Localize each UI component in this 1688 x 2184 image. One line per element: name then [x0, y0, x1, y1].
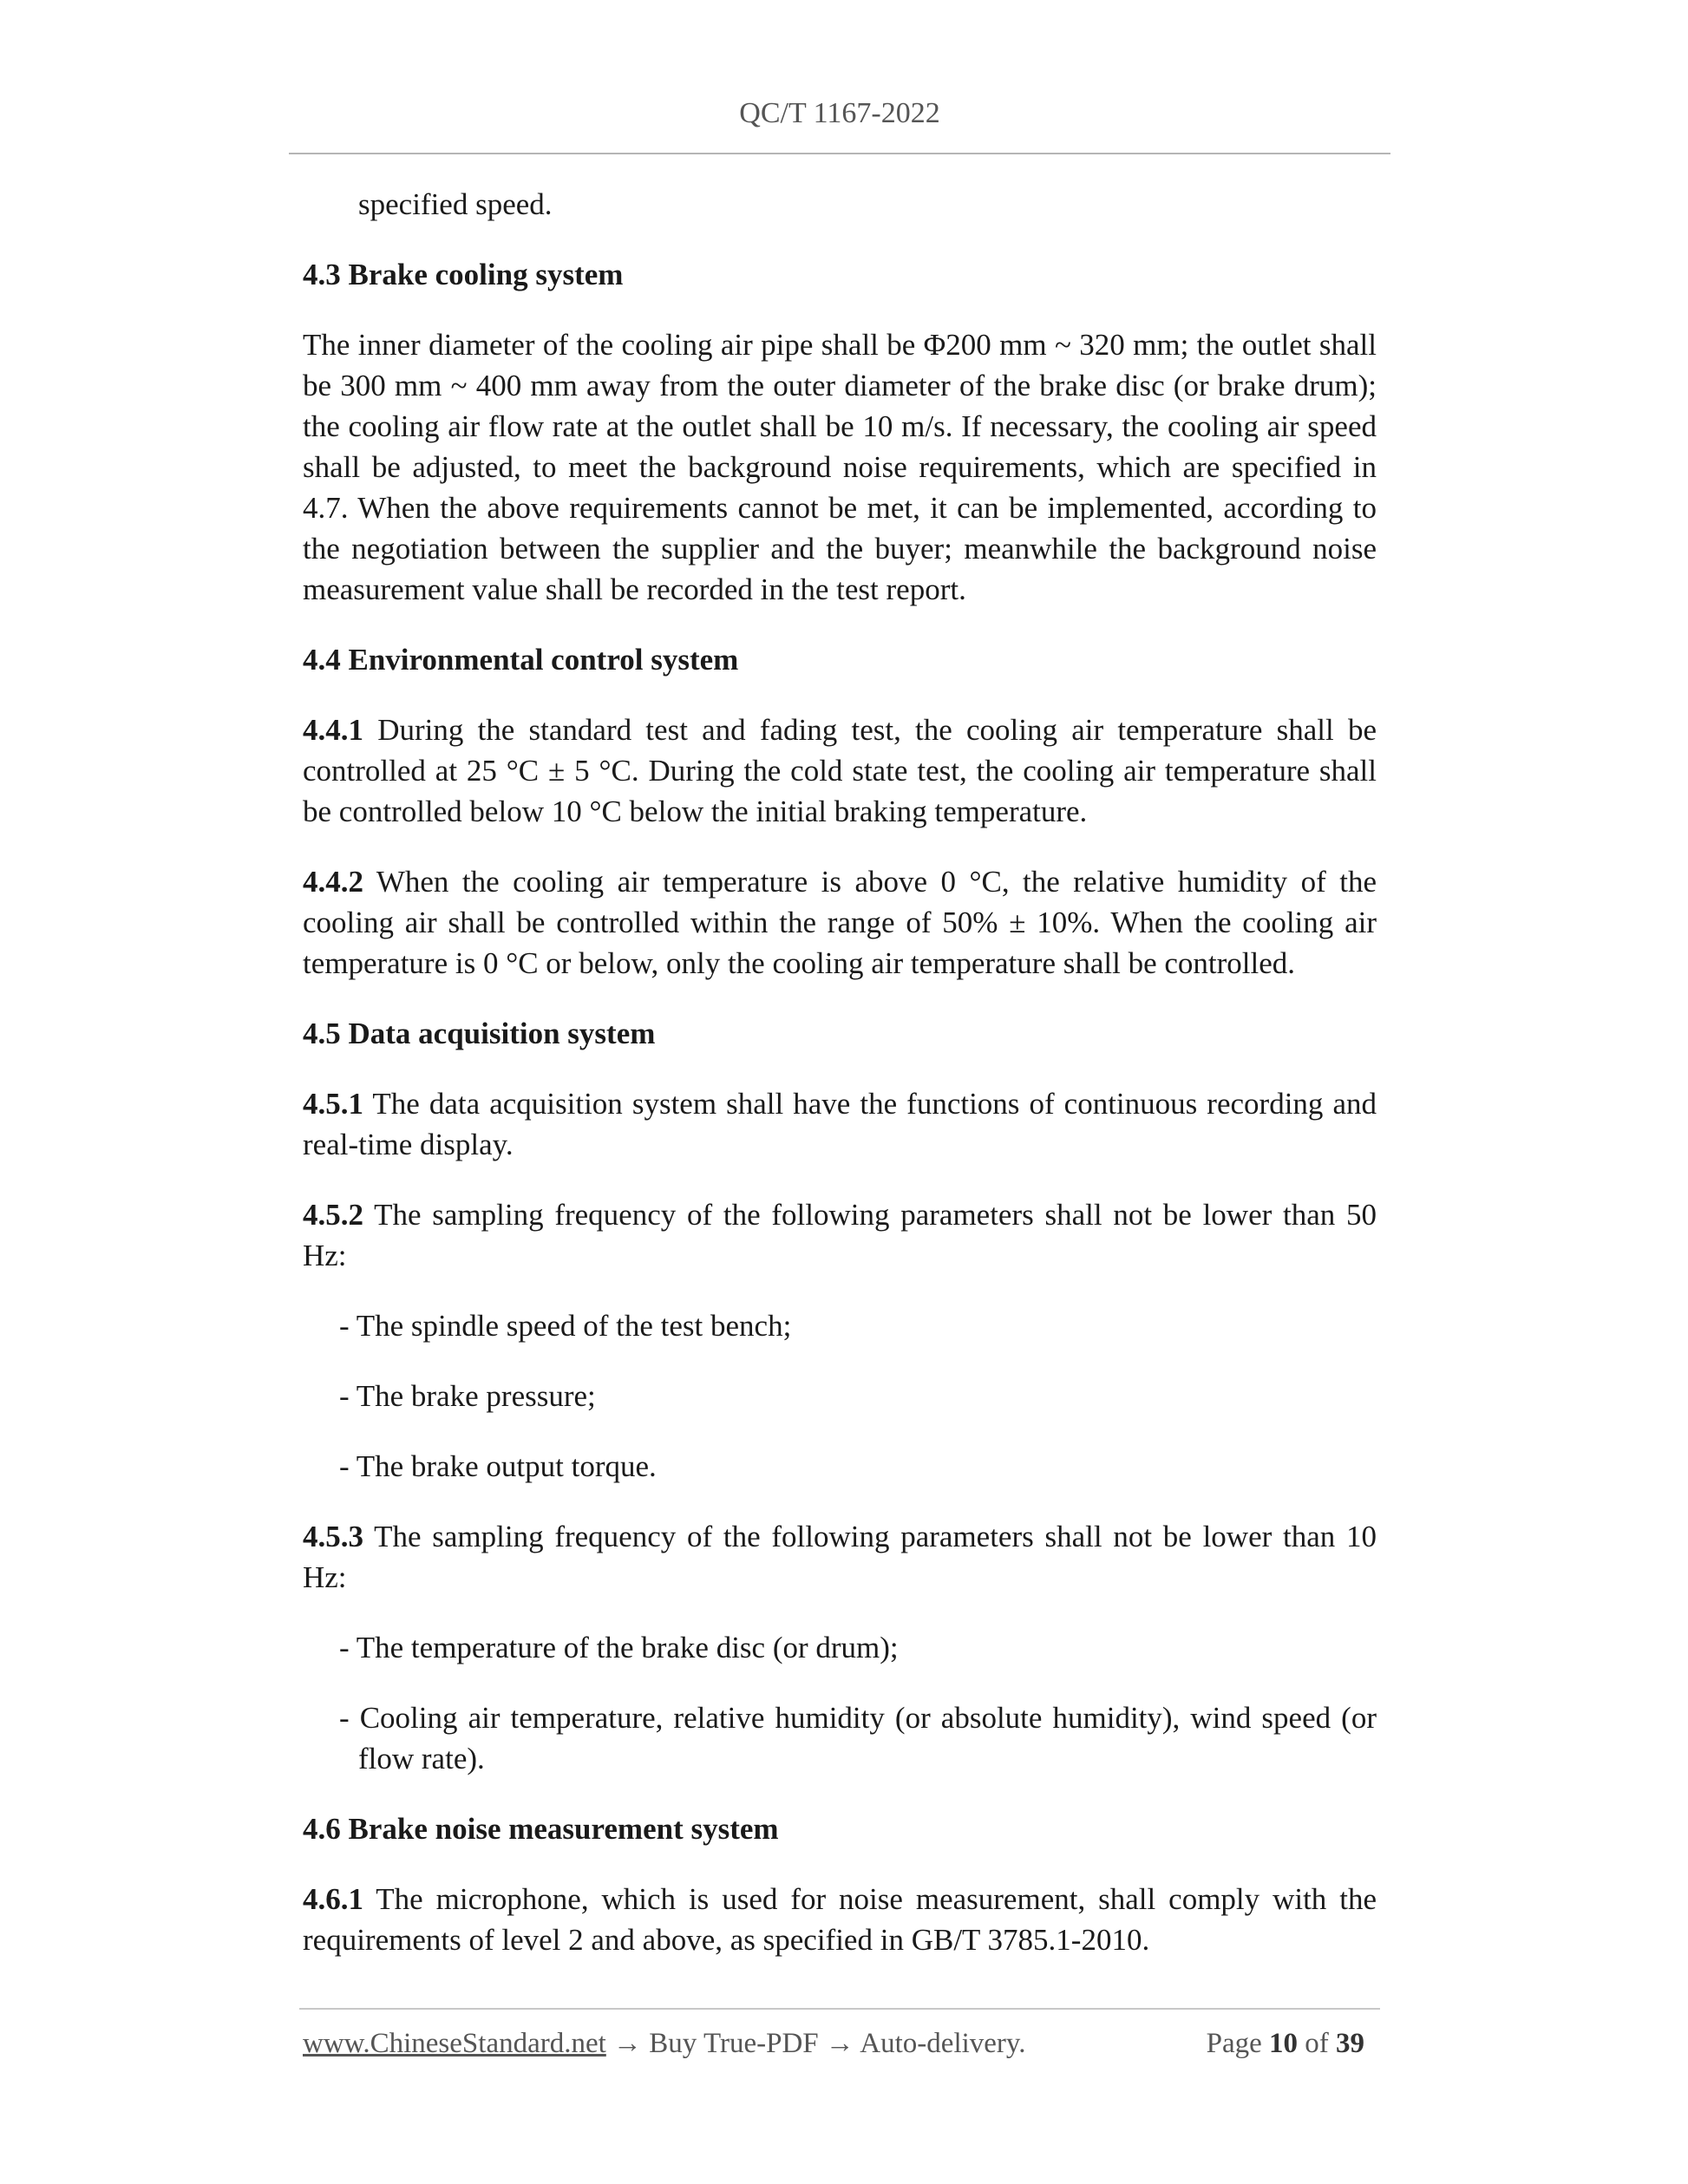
footer-divider	[299, 2008, 1380, 2010]
of-label: of	[1305, 2028, 1329, 2059]
list-item: - The spindle speed of the test bench;	[339, 1309, 792, 1343]
list-item: - The brake pressure;	[339, 1379, 596, 1413]
clause-4-5-3	[303, 1516, 1377, 1598]
clause-text: When the cooling air temperature is above 0 °C, the relative humidity of the cooling air shall be controlled within the range of 50% ± 10%. When the cooling air temperature is 0 °C or below, only the cooling air temperature shall be controlled.	[303, 865, 1377, 980]
clause-number: 4.5.2	[303, 1198, 363, 1232]
list-item: - Cooling air temperature, relative humidity (or absolute humidity), wind speed (or flow rate).	[339, 1701, 1377, 1775]
clause-text: The sampling frequency of the following parameters shall not be lower than 10 Hz:	[303, 1520, 1377, 1594]
clause-number: 4.4.2	[303, 865, 363, 899]
page-indicator	[1207, 2026, 1364, 2061]
clause-text: During the standard test and fading test, the cooling air temperature shall be controlled at 25 °C ± 5 °C. During the cold state test, the cooling air temperature shall be controlled below 10 °C below the initial braking temperature.	[303, 713, 1377, 828]
clause-4-5-1	[303, 1083, 1377, 1165]
section-4-3-heading: 4.3 Brake cooling system	[303, 258, 624, 291]
footer-promo	[303, 2026, 1026, 2061]
list-item: - The temperature of the brake disc (or drum);	[339, 1631, 899, 1664]
clause-number: 4.4.1	[303, 713, 363, 747]
clause-text: The data acquisition system shall have the functions of continuous recording and real-time display.	[303, 1087, 1377, 1161]
list-item: - The brake output torque.	[339, 1449, 657, 1483]
clause-4-5-2	[303, 1194, 1377, 1276]
clause-text: The sampling frequency of the following parameters shall not be lower than 50 Hz:	[303, 1198, 1377, 1272]
clause-4-4-2	[303, 861, 1377, 984]
header-divider	[289, 153, 1390, 154]
clause-number: 4.5.3	[303, 1520, 363, 1553]
page-total: 39	[1336, 2028, 1364, 2059]
section-4-6-heading: 4.6 Brake noise measurement system	[303, 1812, 779, 1846]
clause-text: The microphone, which is used for noise measurement, shall comply with the requirements of level 2 and above, as specified in GB/T 3785.1-2010.	[303, 1882, 1377, 1957]
section-4-4-heading: 4.4 Environmental control system	[303, 643, 739, 677]
clause-4-6-1	[303, 1879, 1377, 1960]
clause-number: 4.5.1	[303, 1087, 363, 1121]
clause-4-4-1	[303, 709, 1377, 832]
clause-number: 4.6.1	[303, 1882, 363, 1916]
continued-text: specified speed.	[358, 187, 553, 221]
page-current: 10	[1269, 2028, 1298, 2059]
page-label: Page	[1206, 2028, 1262, 2059]
page-header: QC/T 1167-2022	[739, 97, 940, 129]
page-content	[303, 184, 1377, 1960]
section-4-3-text: The inner diameter of the cooling air pipe shall be Φ200 mm ~ 320 mm; the outlet shall be 300 mm ~ 400 mm away from the outer diameter of the brake disc (or brake drum); the cooling air flow rate at the outlet shall be 10 m/s. If necessary, the cooling air speed shall be adjusted, to meet the background noise requirements, which are specified in 4.7. When the above requirements cannot be met, it can be implemented, according to the negotiation between the supplier and the buyer; meanwhile the background noise measurement value shall be recorded in the test report.	[303, 328, 1377, 606]
site-link[interactable]: www.ChineseStandard.net	[303, 2028, 606, 2059]
section-4-5-heading: 4.5 Data acquisition system	[303, 1017, 656, 1050]
promo-text: → Buy True-PDF → Auto-delivery.	[605, 2028, 1026, 2059]
